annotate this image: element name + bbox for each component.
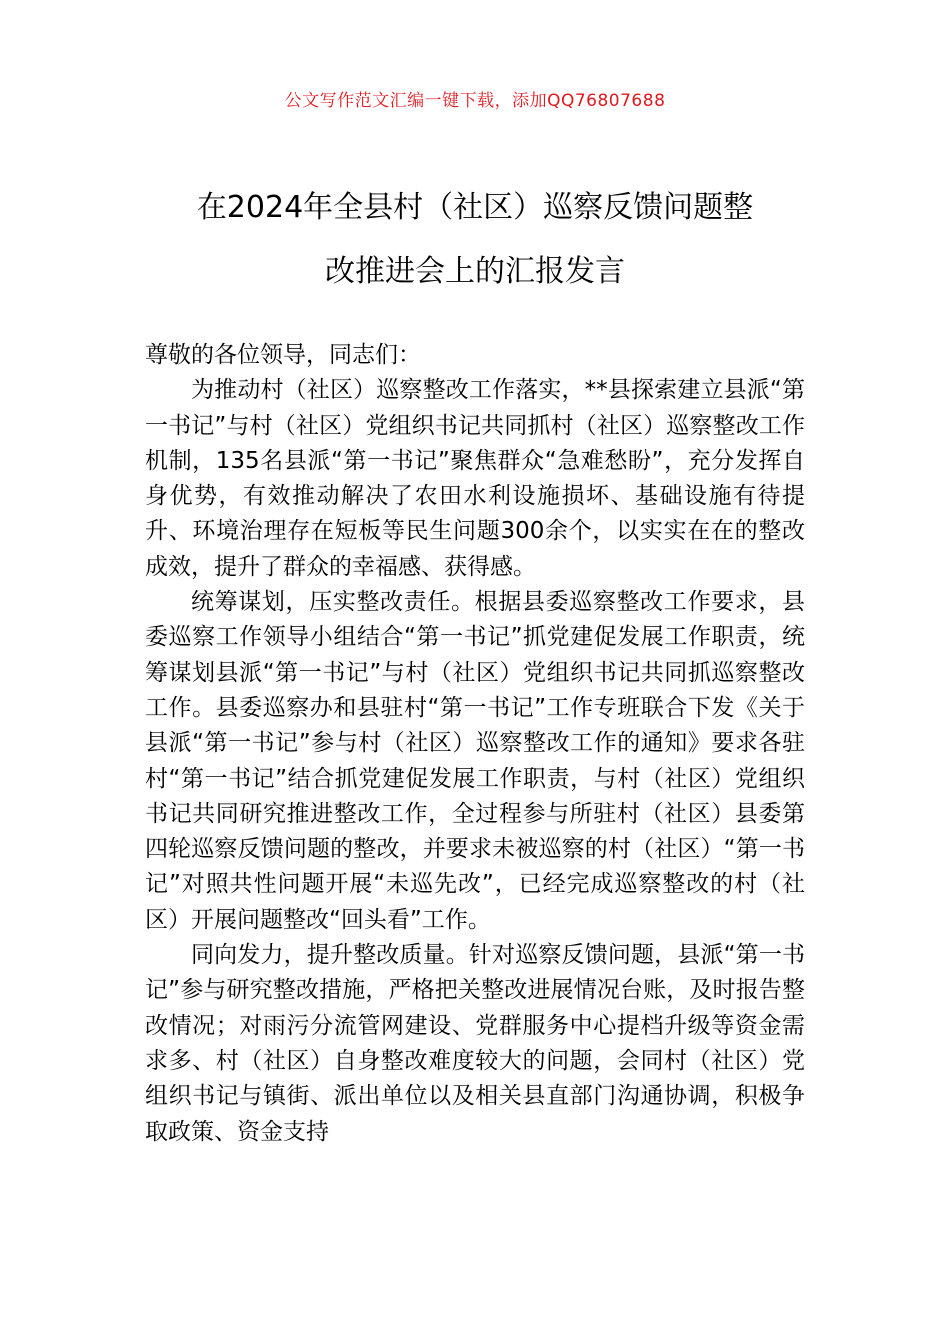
document-title	[145, 176, 805, 304]
salutation: 尊敬的各位领导，同志们：	[145, 342, 421, 368]
header-download-note: 公文写作范文汇编一键下载，添加QQ76807688	[284, 91, 666, 111]
document-body	[145, 338, 805, 1150]
title-line-1: 在2024年全县村（社区）巡察反馈问题整	[196, 190, 754, 225]
paragraph-planning: 统筹谋划，压实整改责任。根据县委巡察整改工作要求，县委巡察工作领导小组结合“第一书记”抓党建促发展工作职责，统筹谋划县派“第一书记”与村（社区）党组织书记共同抓巡察整改工作。县委巡察办和县驻村“第一书记”工作专班联合下发《关于县派“第一书记”参与村（社区）巡察整改工作的通知》要求各驻村“第一书记”结合抓党建促发展工作职责，与村（社区）党组织书记共同研究推进整改工作，全过程参与所驻村（社区）县委第四轮巡察反馈问题的整改，并要求未被巡察的村（社区）“第一书记”对照共性问题开展“未巡先改”，已经完成巡察整改的村（社区）开展问题整改“回头看”工作。	[145, 589, 805, 933]
title-line-2: 改推进会上的汇报发言	[325, 254, 625, 289]
paragraph-quality: 同向发力，提升整改质量。针对巡察反馈问题，县派“第一书记”参与研究整改措施，严格把关整改进展情况台账，及时报告整改情况；对雨污分流管网建设、党群服务中心提档升级等资金需求多、村（社区）自身整改难度较大的问题，会同村（社区）党组织书记与镇街、派出单位以及相关县直部门沟通协调，积极争取政策、资金支持	[145, 942, 805, 1145]
paragraph-intro: 为推动村（社区）巡察整改工作落实，**县探索建立县派“第一书记”与村（社区）党组织书记共同抓村（社区）巡察整改工作机制，135名县派“第一书记”聚焦群众“急难愁盼”，充分发挥自身优势，有效推动解决了农田水利设施损坏、基础设施有待提升、环境治理存在短板等民生问题300余个，以实实在在的整改成效，提升了群众的幸福感、获得感。	[145, 377, 805, 580]
